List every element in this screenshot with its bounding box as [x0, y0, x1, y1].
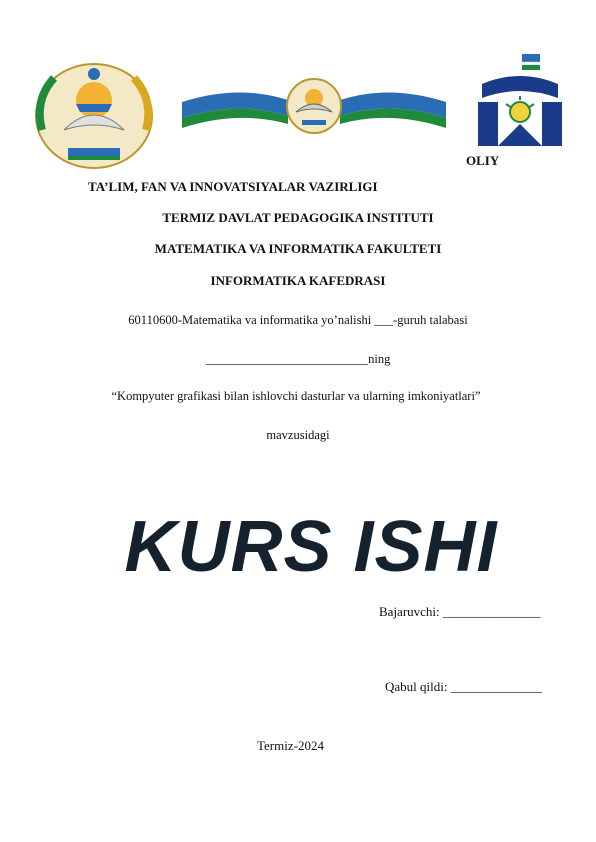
- city-year: Termiz-2024: [257, 738, 324, 753]
- accepted-signature-line: Qabul qildi: ______________: [385, 679, 542, 694]
- institute-title: TERMIZ DAVLAT PEDAGOGIKA INSTITUTI: [162, 210, 434, 225]
- performer-signature-line: Bajaruvchi: _______________: [379, 604, 541, 619]
- oliy-label: OLIY: [466, 153, 500, 168]
- student-group-line: 60110600-Matematika va informatika yo’nalishi ___-guruh talabasi: [128, 313, 468, 327]
- uzbekistan-state-emblem-icon: [24, 60, 164, 170]
- document-title: KURS ISHI: [124, 507, 498, 587]
- flag-banner-emblem-icon: [178, 76, 450, 136]
- ministry-title: TA’LIM, FAN VA INNOVATSIYALAR VAZIRLIGI: [88, 179, 378, 194]
- faculty-title: MATEMATIKA VA INFORMATIKA FAKULTETI: [154, 241, 442, 256]
- topic-suffix: mavzusidagi: [266, 428, 330, 442]
- student-name-line: __________________________ning: [205, 352, 391, 366]
- topic-line: “Kompyuter grafikasi bilan ishlovchi dasturlar va ularning imkoniyatlari”: [111, 389, 481, 403]
- ministry-logo-icon: [468, 54, 572, 150]
- department-title: INFORMATIKA KAFEDRASI: [210, 273, 386, 288]
